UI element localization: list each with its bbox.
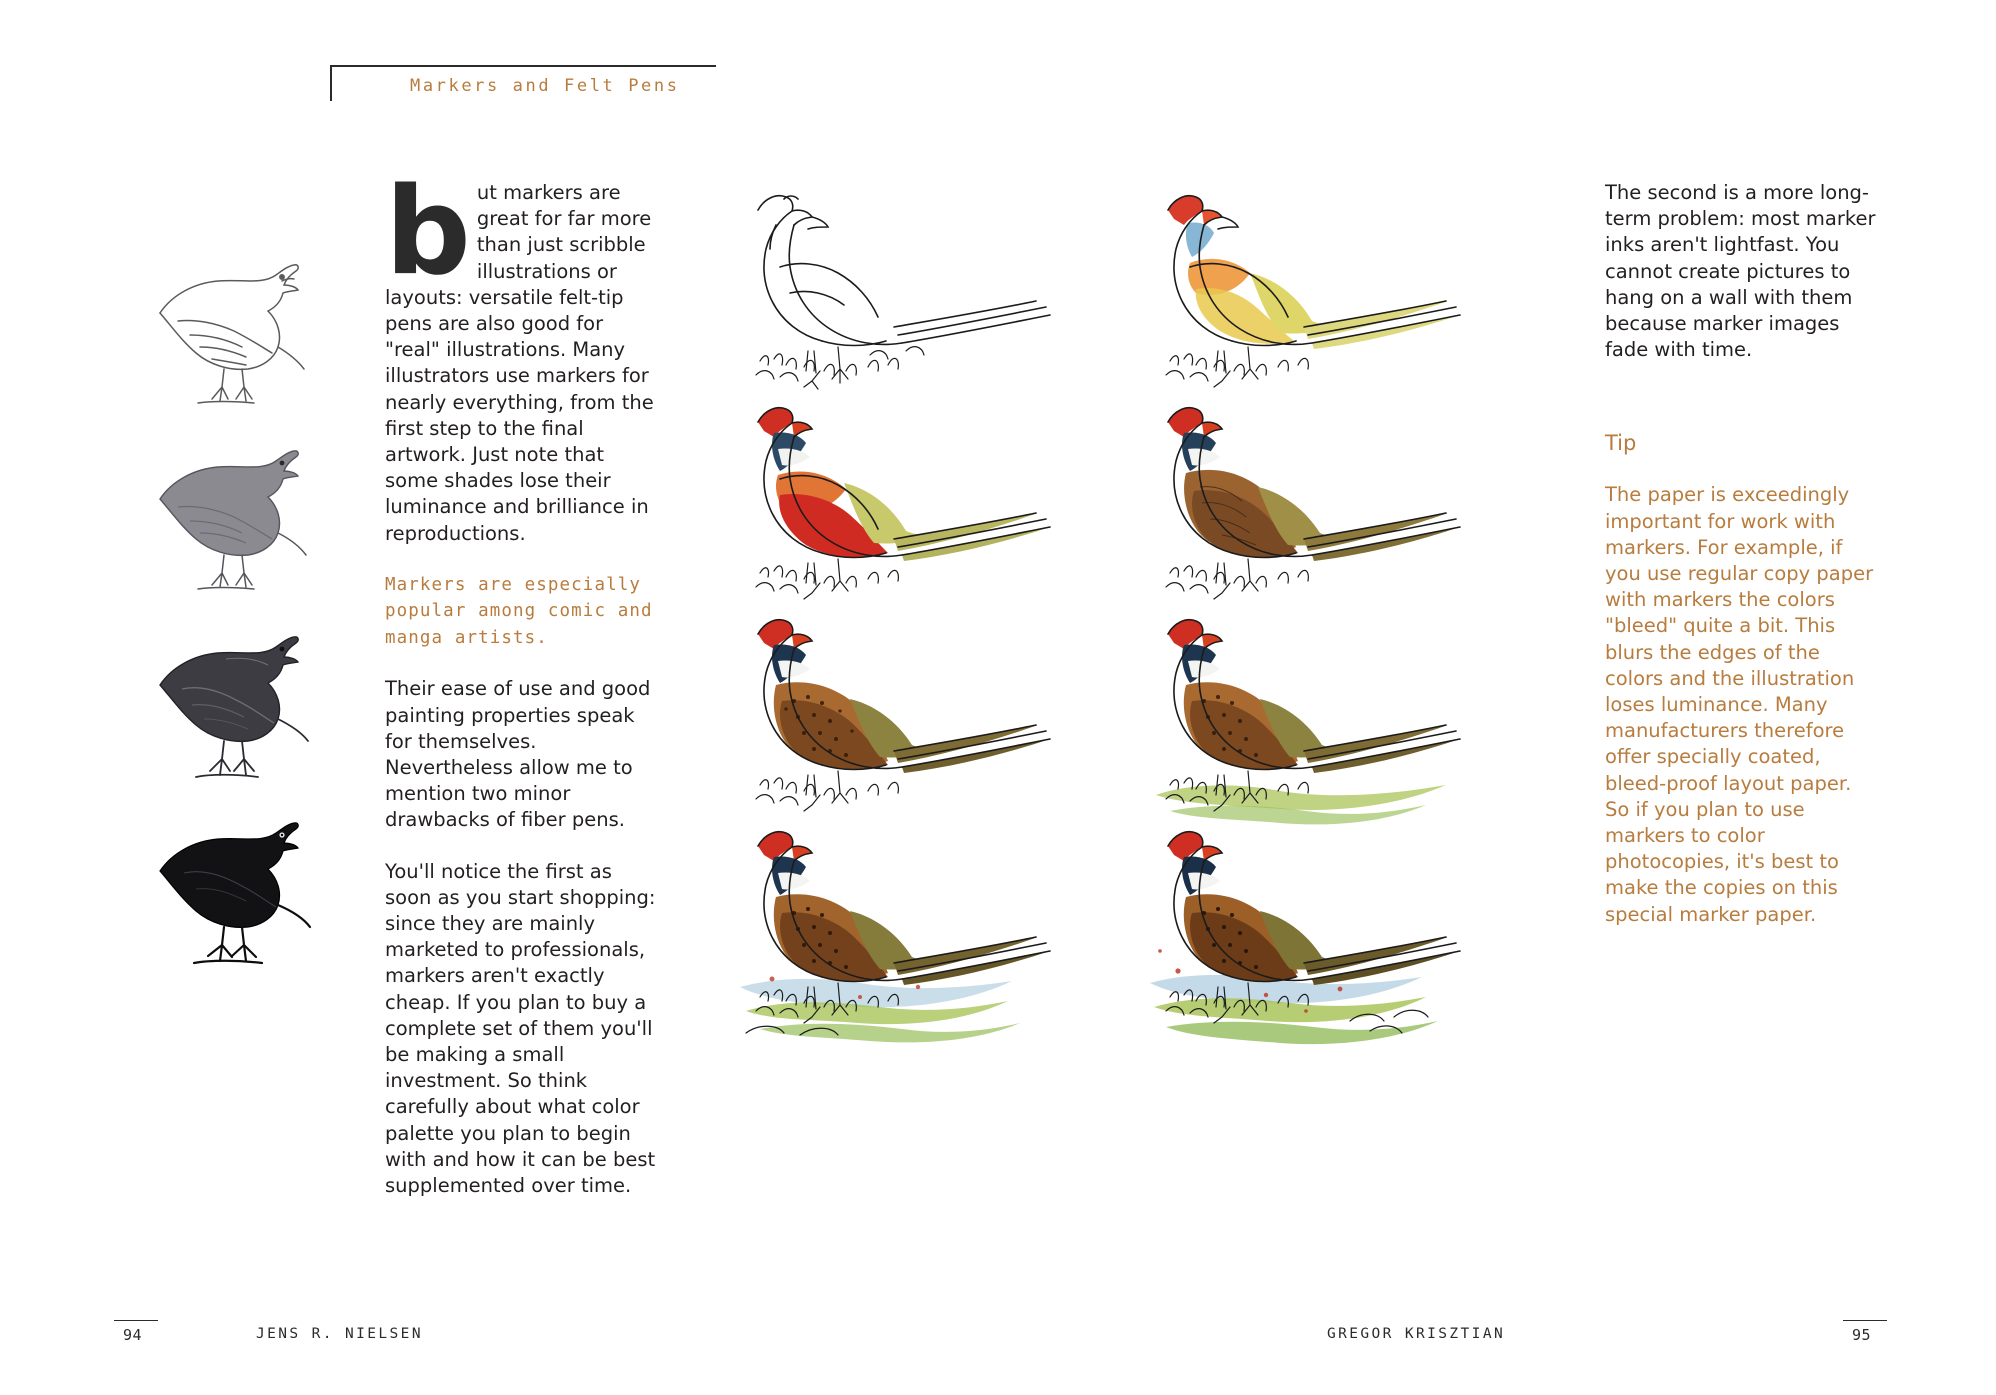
- pheasant-stage-grid: [720, 175, 1540, 1235]
- right-text-column: [1605, 180, 1877, 953]
- right-page-number-rule: [1843, 1320, 1887, 1321]
- crow-gray-tone: [138, 421, 328, 607]
- drop-cap: b: [385, 163, 471, 302]
- pheasant-step-7: [720, 811, 1130, 1076]
- paragraph-1-text: ut markers are great for far more than just scribble illustrations or layouts: versatile felt-tip pens are also good for "real" illustrations. Many illustrators use markers for nearly everything, from the first step to the final artwork. Just note that some shades lose their luminance and brilliance in reproductions.: [385, 181, 654, 545]
- left-page-number: 94: [123, 1326, 143, 1344]
- right-paragraph-1: The second is a more long-term problem: most marker inks aren't lightfast. You cannot create pictures to hang on a wall with them because marker images fade with time.: [1605, 181, 1876, 362]
- left-text-column: [385, 163, 661, 1224]
- tip-heading: Tip: [1605, 431, 1637, 456]
- right-page-number: 95: [1852, 1326, 1872, 1344]
- crow-full-black: [138, 793, 328, 979]
- header-rule: [330, 65, 716, 67]
- header-rule-vertical: [330, 65, 332, 101]
- right-page-credit: GREGOR KRISZTIAN: [1327, 1326, 1506, 1342]
- crow-outline-sketch: [138, 235, 328, 421]
- body-paragraph-3: You'll notice the first as soon as you start shopping: since they are mainly marketed to professionals, markers aren't exactly cheap. If you plan to buy a complete set of them you'll be making a small investment. So think carefully about what color palette you plan to begin with and how it can be best supplemented over time.: [385, 859, 656, 1197]
- pull-quote: Markers are especially popular among comic and manga artists.: [385, 574, 653, 648]
- tip-box: [1605, 429, 1877, 927]
- body-paragraph-2: Their ease of use and good painting properties speak for themselves. Nevertheless allow me to mention two minor drawbacks of fiber pens.: [385, 677, 651, 832]
- left-page-credit: JENS R. NIELSEN: [256, 1326, 423, 1342]
- pheasant-step-8: [1130, 811, 1540, 1076]
- crow-mid-shading: [138, 607, 328, 793]
- left-page-number-rule: [114, 1320, 158, 1321]
- page-title: Markers and Felt Pens: [410, 76, 680, 96]
- crow-stage-column: [138, 235, 328, 979]
- body-paragraph-1: [385, 163, 661, 547]
- tip-body-text: The paper is exceedingly important for work with markers. For example, if you use regular copy paper with markers the colors "bleed" quite a bit. This blurs the edges of the colors and the illustration loses luminance. Many manufacturers therefore offer specially coated, bleed-proof layout paper. So if you plan to use markers to color photocopies, it's best to make the copies on this special marker paper.: [1605, 483, 1874, 926]
